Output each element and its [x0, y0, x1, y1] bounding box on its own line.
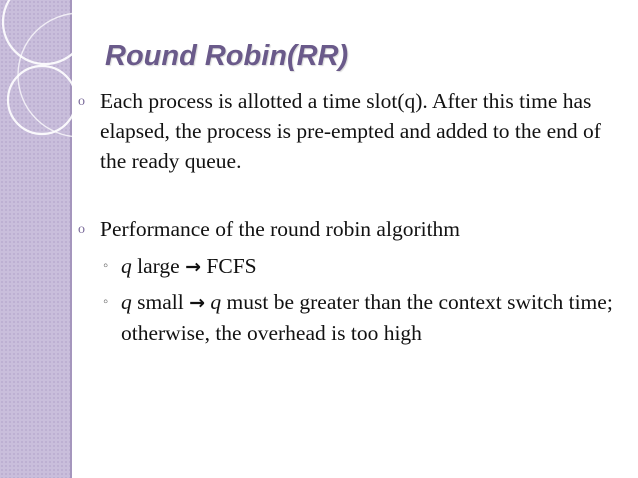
sub-bullet-segment: small	[131, 290, 190, 314]
bullet-text: Performance of the round robin algorithm	[100, 217, 461, 241]
bullet-marker: o	[78, 222, 85, 237]
slide-title: Round Robin(RR)	[105, 40, 349, 72]
variable-q: q	[210, 290, 222, 314]
sub-bullet-text	[121, 251, 618, 282]
sub-bullet-marker: ◦	[103, 258, 109, 274]
sub-bullet-segment: must be greater than the context switch time; otherwise, the overhead is too high	[121, 290, 613, 345]
variable-q: q	[121, 290, 132, 314]
bullet-text: Each process is allotted a time slot(q). After this time has elapsed, the process is pre-empted and added to the end of the ready queue.	[100, 89, 601, 173]
bullet-marker: o	[78, 94, 85, 109]
sub-bullet-marker: ◦	[103, 294, 109, 310]
arrow-icon: →	[185, 256, 202, 278]
bullet-item	[78, 214, 618, 244]
variable-q: q	[121, 254, 132, 278]
sub-bullet-item	[103, 251, 618, 282]
sub-bullet-segment: large	[131, 254, 186, 278]
sub-bullet-text	[121, 287, 618, 348]
arrow-icon: →	[189, 292, 206, 314]
bullet-item	[78, 86, 618, 176]
sub-bullet-item	[103, 287, 618, 348]
sub-bullet-segment: FCFS	[201, 254, 257, 278]
